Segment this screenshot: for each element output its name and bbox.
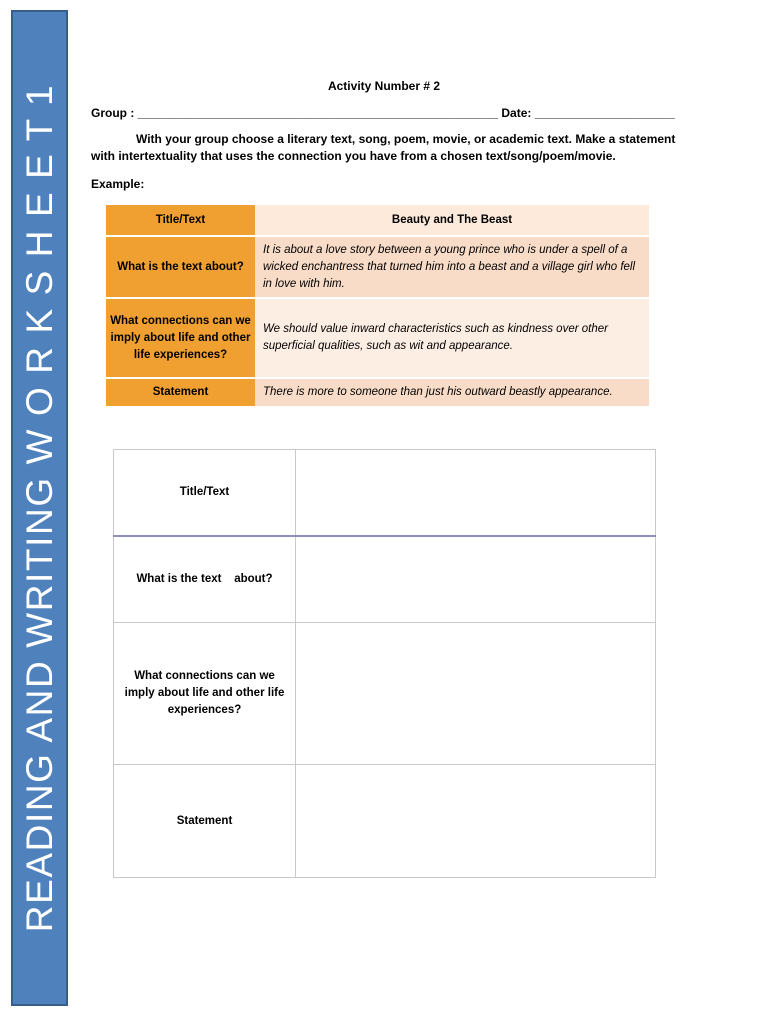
example-row-value: There is more to someone than just his outward beastly appearance. xyxy=(255,378,649,407)
answer-row-connections xyxy=(114,623,656,765)
answer-row-title xyxy=(114,450,656,537)
answer-row-label: What is the text about? xyxy=(114,536,296,623)
example-label: Example: xyxy=(91,177,145,191)
example-row-value: It is about a love story between a young prince who is under a spell of a wicked enchantress that turned him into a beast and a village girl who fell in love with him. xyxy=(255,236,649,298)
sidebar-title: READING AND WRITING W O R K S H E E T 1 xyxy=(18,83,60,933)
answer-table xyxy=(113,449,656,878)
answer-row-statement xyxy=(114,765,656,878)
answer-cell-about[interactable] xyxy=(296,536,656,623)
example-table xyxy=(106,205,649,408)
instructions-text: With your group choose a literary text, song, poem, movie, or academic text. Make a statement with intertextuality that uses the connection you have from a chosen text/song/poem/movie. xyxy=(91,132,676,163)
activity-title: Activity Number # 2 xyxy=(327,79,441,93)
example-row-label: Statement xyxy=(106,378,255,407)
answer-row-label: What connections can we imply about life and other life experiences? xyxy=(114,623,296,765)
answer-row-label: Statement xyxy=(114,765,296,878)
group-date-line: Group : ______________________________________________________ Date: _____________________ xyxy=(91,106,675,120)
example-row-value: We should value inward characteristics such as kindness over other superficial qualities, such as wit and appearance. xyxy=(255,298,649,378)
example-row-statement xyxy=(106,378,649,407)
example-row-label: Title/Text xyxy=(106,205,255,236)
worksheet-sidebar-banner xyxy=(11,10,68,1006)
answer-row-about xyxy=(114,536,656,623)
answer-row-label: Title/Text xyxy=(114,450,296,537)
answer-cell-title[interactable] xyxy=(296,450,656,537)
answer-cell-connections[interactable] xyxy=(296,623,656,765)
example-row-label: What is the text about? xyxy=(106,236,255,298)
answer-cell-statement[interactable] xyxy=(296,765,656,878)
example-row-label: What connections can we imply about life and other life experiences? xyxy=(106,298,255,378)
example-row-title xyxy=(106,205,649,236)
example-row-about xyxy=(106,236,649,298)
instructions-paragraph xyxy=(91,131,691,165)
example-row-connections xyxy=(106,298,649,378)
example-row-value: Beauty and The Beast xyxy=(255,205,649,236)
